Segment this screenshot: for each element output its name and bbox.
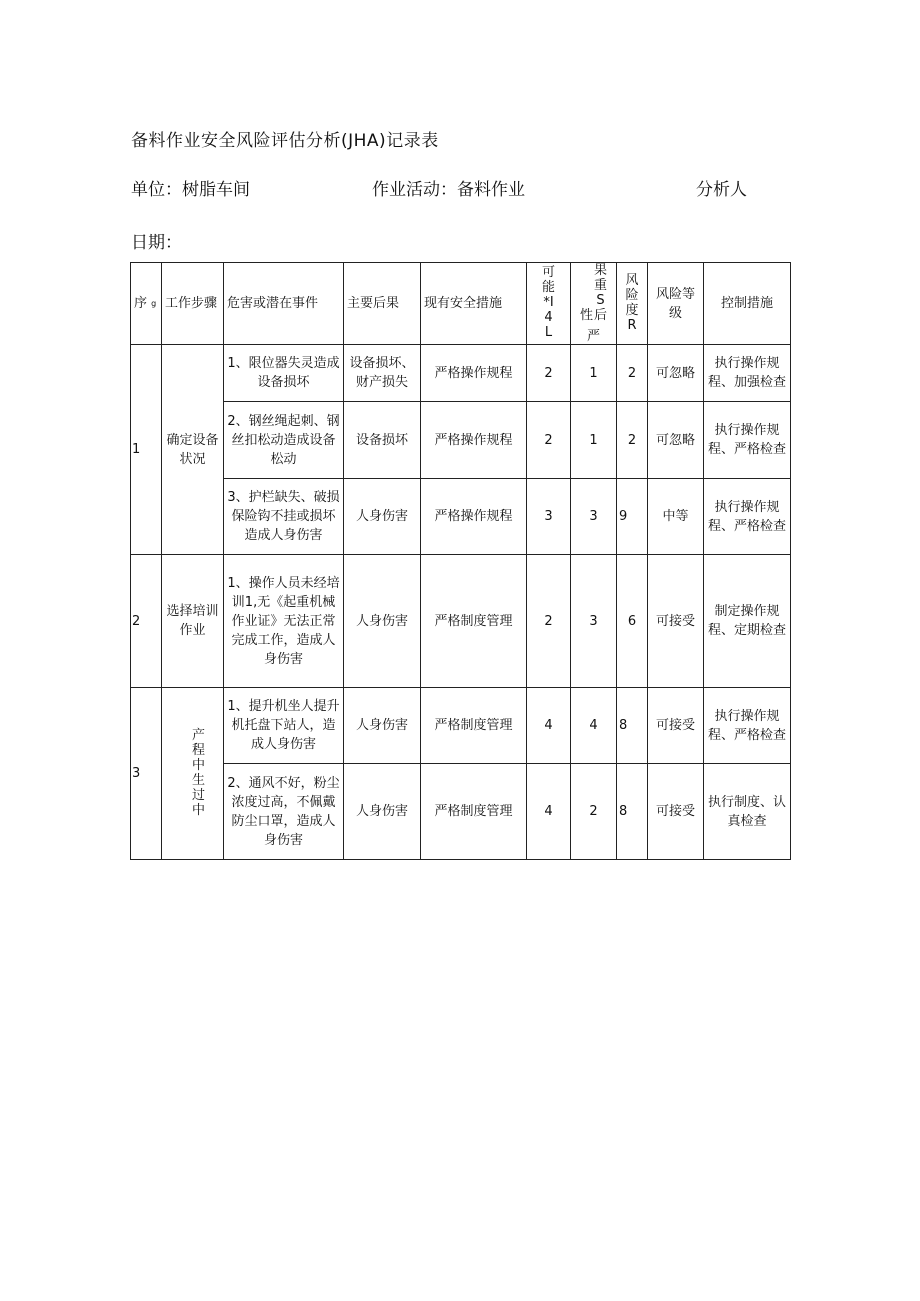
likelihood-cell: 2 [527,555,571,688]
table-row [131,402,791,479]
risk-cell: 2 [617,345,648,402]
analyst-label: 分析人 [696,180,747,200]
step-cell: 确定设备状况 [162,345,224,555]
likelihood-cell: 2 [527,345,571,402]
consequence-cell: 人身伤害 [344,555,421,688]
seq-cell: 2 [131,555,162,688]
step-cell: 产程中生过中 [162,688,224,860]
hazard-cell: 2、通风不好，粉尘浓度过高，不佩戴防尘口罩，造成人身伤害 [224,764,344,860]
control-cell: 执行制度、认真检查 [704,764,791,860]
risk-cell: 6 [617,555,648,688]
header-consequence: 主要后果 [344,263,421,345]
hazard-cell: 2、钢丝绳起刺、钢丝扣松动造成设备松动 [224,402,344,479]
table-row [131,555,791,688]
measures-cell: 严格制度管理 [421,555,527,688]
seq-cell: 1 [131,345,162,555]
measures-cell: 严格操作规程 [421,402,527,479]
level-cell: 可接受 [648,688,704,764]
activity-label: 作业活动：备料作业 [372,180,525,200]
measures-cell: 严格制度管理 [421,764,527,860]
risk-cell: 8 [617,764,648,860]
hazard-cell: 1、提升机坐人提升机托盘下站人，造成人身伤害 [224,688,344,764]
consequence-cell: 人身伤害 [344,688,421,764]
risk-cell: 9 [617,479,648,555]
header-seq: 序 g [131,263,162,345]
table-row [131,345,791,402]
severity-cell: 1 [571,345,617,402]
severity-cell: 1 [571,402,617,479]
header-risk: 风险度R [617,263,648,345]
hazard-cell: 1、限位器失灵造成设备损坏 [224,345,344,402]
measures-cell: 严格操作规程 [421,479,527,555]
severity-cell: 4 [571,688,617,764]
level-cell: 可接受 [648,764,704,860]
table-row [131,688,791,764]
table-row [131,764,791,860]
date-label: 日期： [131,233,182,253]
hazard-cell: 1、操作人员未经培训1,无《起重机械作业证》无法正常完成工作，造成人身伤害 [224,555,344,688]
control-cell: 执行操作规程、严格检查 [704,479,791,555]
step-cell: 选择培训作业 [162,555,224,688]
jha-table [130,262,791,860]
likelihood-cell: 2 [527,402,571,479]
control-cell: 执行操作规程、严格检查 [704,688,791,764]
measures-cell: 严格操作规程 [421,345,527,402]
header-measures: 现有安全措施 [421,263,527,345]
document-title: 备料作业安全风险评估分析(JHA)记录表 [131,131,439,151]
table-row [131,479,791,555]
header-severity: 性果重S后严 [571,263,617,345]
header-likelihood: 可能*I4L [527,263,571,345]
level-cell: 可接受 [648,555,704,688]
risk-cell: 8 [617,688,648,764]
table-header-row [131,263,791,345]
consequence-cell: 设备损坏、财产损失 [344,345,421,402]
measures-cell: 严格制度管理 [421,688,527,764]
severity-cell: 3 [571,555,617,688]
consequence-cell: 人身伤害 [344,479,421,555]
header-level: 风险等级 [648,263,704,345]
control-cell: 制定操作规程、定期检查 [704,555,791,688]
severity-cell: 3 [571,479,617,555]
consequence-cell: 设备损坏 [344,402,421,479]
header-step: 工作步骤 [162,263,224,345]
likelihood-cell: 4 [527,688,571,764]
unit-label: 单位：树脂车间 [131,180,250,200]
header-hazard: 危害或潜在事件 [224,263,344,345]
level-cell: 可忽略 [648,345,704,402]
header-control: 控制措施 [704,263,791,345]
risk-cell: 2 [617,402,648,479]
seq-cell: 3 [131,688,162,860]
control-cell: 执行操作规程、严格检查 [704,402,791,479]
control-cell: 执行操作规程、加强检查 [704,345,791,402]
likelihood-cell: 3 [527,479,571,555]
hazard-cell: 3、护栏缺失、破损保险钩不挂或损坏造成人身伤害 [224,479,344,555]
consequence-cell: 人身伤害 [344,764,421,860]
level-cell: 可忽略 [648,402,704,479]
severity-cell: 2 [571,764,617,860]
likelihood-cell: 4 [527,764,571,860]
level-cell: 中等 [648,479,704,555]
